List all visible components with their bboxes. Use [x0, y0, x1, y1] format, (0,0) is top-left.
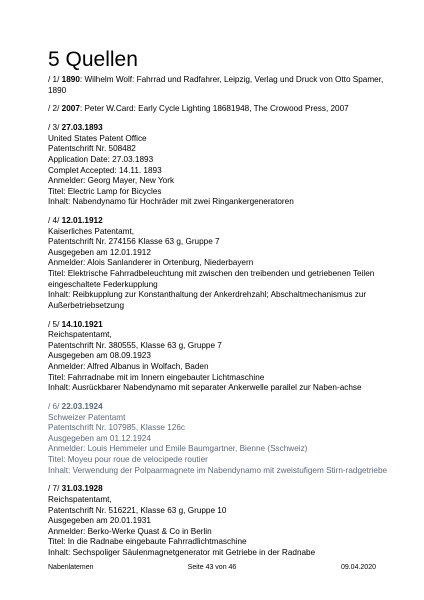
- entry-number: / 2/: [48, 104, 60, 114]
- source-entry: [48, 320, 388, 394]
- entry-first-line: [48, 123, 388, 134]
- footer-title: Nabenlatemen: [48, 564, 94, 571]
- entry-line: Ausgegeben am 12.01.1912: [48, 247, 151, 257]
- entry-date: 14.10.1921: [61, 319, 103, 329]
- entry-line: Application Date: 27.03.1893: [48, 154, 154, 164]
- page-content: [48, 48, 388, 567]
- entry-line: Titel: Fahrradnabe mit im Innern eingebauter Lichtmaschine: [48, 372, 265, 382]
- entry-line: Titel: In die Radnabe eingebaute Fahrradlichtmaschine: [48, 537, 247, 547]
- entry-line: Anmelder: Berko-Werke Quast & Co in Berlin: [48, 526, 212, 536]
- entry-line: Patentschrift Nr. 508482: [48, 144, 136, 154]
- entry-text: : Wilhelm Wolf: Fahrrad und Radfahrer, Leipzig, Verlag und Druck von Otto Spamer, 1890: [48, 75, 384, 95]
- entry-date: 12.01.1912: [61, 216, 103, 226]
- entry-line: Ausgegeben am 01.12.1924: [48, 433, 151, 443]
- entry-line: Patentschrift Nr. 380555, Klasse 63 g, Gruppe 7: [48, 340, 222, 350]
- source-entry: [48, 402, 388, 476]
- entry-date: 2007: [61, 104, 80, 114]
- footer-page-number: Seite 43 von 46: [187, 564, 237, 571]
- entry-line: Titel: Moyeu pour roue de velocipede routier: [48, 454, 208, 464]
- entry-line: Kaiserliches Patentamt,: [48, 226, 135, 236]
- entry-date: 31.03.1928: [61, 484, 103, 494]
- entry-line: Anmelder: Georg Mayer, New York: [48, 176, 175, 186]
- entry-line: Reichspatentamt,: [48, 330, 112, 340]
- entry-line: Inhalt: Verwendung der Polpaarmagnete im Nabendynamo mit zweistufigem Stirn-radgetriebe: [48, 465, 388, 475]
- entry-line: United States Patent Office: [48, 133, 147, 143]
- source-entry: [48, 123, 388, 208]
- entry-line: Ausgegeben am 08.09.1923: [48, 351, 151, 361]
- entry-line: Ausgegeben am 20.01.1931: [48, 516, 151, 526]
- entry-line: Patentschrift Nr. 107985, Klasse 126c: [48, 423, 185, 433]
- entry-line: Inhalt: Ausrückbarer Nabendynamo mit separater Ankerwelle parallel zur Naben-achse: [48, 383, 362, 393]
- entry-line: Schweizer Patentamt: [48, 412, 126, 422]
- entry-text: : Peter W.Card: Early Cycle Lighting 18681948, The Crowood Press, 2007: [79, 104, 349, 114]
- entry-line: Reichspatentamt,: [48, 494, 112, 504]
- entry-line: Patentschrift Nr. 274156 Klasse 63 g, Gruppe 7: [48, 237, 220, 247]
- entry-line: Inhalt: Nabendynamo für Hochräder mit zwei Ringankergeneratoren: [48, 197, 294, 207]
- section-heading: 5 Quellen: [48, 48, 138, 71]
- entry-number: / 5/: [48, 319, 60, 329]
- entry-date: 27.03.1893: [61, 123, 103, 133]
- entry-line: Anmelder: Alfred Albanus in Wolfach, Baden: [48, 362, 209, 371]
- entry-date: 1890: [61, 75, 80, 84]
- source-entry: [48, 216, 388, 311]
- entry-first-line: [48, 320, 388, 331]
- entry-first-line: [48, 104, 388, 115]
- entry-date: 22.03.1924: [61, 401, 103, 411]
- entry-line: Patentschrift Nr. 516221, Klasse 63 g, Gruppe 10: [48, 505, 227, 515]
- entry-line: Anmelder: Alois Sanlanderer in Ortenburg, Niederbayern: [48, 258, 254, 268]
- source-entry: [48, 75, 388, 96]
- entry-first-line: [48, 402, 388, 413]
- entry-first-line: [48, 75, 388, 96]
- entry-number: / 4/: [48, 216, 60, 226]
- entry-number: / 6/: [48, 401, 60, 411]
- entry-number: / 3/: [48, 123, 60, 133]
- entry-number: / 7/: [48, 484, 60, 494]
- entry-line: Inhalt: Reibkupplung zur Konstanthaltung der Ankerdrehzahl; Abschaltmechanismus zur Außerbetriebsetzung: [48, 290, 367, 310]
- entry-line: Titel: Elektrische Fahrradbeleuchtung mit zwischen den treibenden und getriebenen Teilen eingeschaltete Federkupplung: [48, 269, 375, 289]
- entry-line: Anmelder: Louis Hemmeler und Emile Baumgartner, Bienne (Sschweiz): [48, 444, 308, 454]
- entry-first-line: [48, 484, 388, 495]
- source-entry: [48, 484, 388, 558]
- entry-number: / 1/: [48, 75, 60, 84]
- footer-date: 09.04.2020: [340, 564, 376, 571]
- entry-line: Complet Accepted: 14.11. 1893: [48, 165, 162, 175]
- source-entry: [48, 104, 388, 115]
- entry-line: Titel: Electric Lamp for Bicycles: [48, 186, 162, 196]
- entry-line: Inhalt: Sechspoliger Säulenmagnetgenerator mit Getriebe in der Radnabe: [48, 547, 316, 557]
- entry-first-line: [48, 216, 388, 227]
